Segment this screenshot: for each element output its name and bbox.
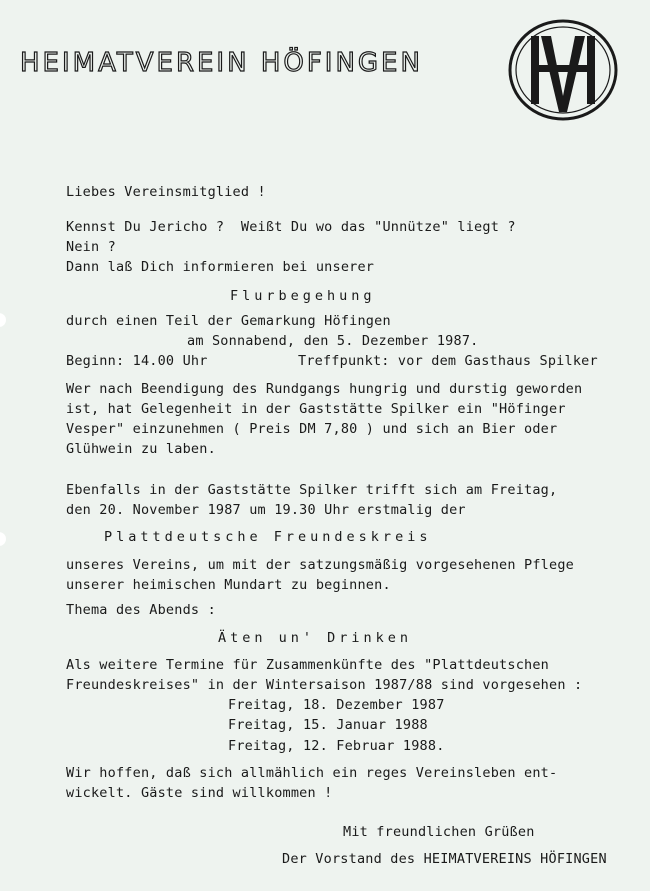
meeting-date: Freitag, 15. Januar 1988 <box>228 717 428 733</box>
intro-line-2: Nein ? <box>66 239 116 255</box>
club-logo-icon <box>507 18 619 122</box>
greeting: Liebes Vereinsmitglied ! <box>66 184 266 200</box>
punch-hole <box>0 313 6 327</box>
intro-line-3: Dann laß Dich informieren bei unserer <box>66 259 375 275</box>
theme-label: Thema des Abends : <box>66 602 216 618</box>
paragraph-vesper-line-2: ist, hat Gelegenheit in der Gaststätte Spilker ein "Höfinger <box>66 401 566 417</box>
dates-intro-line-1: Als weitere Termine für Zusammenkünfte des "Plattdeutschen <box>66 657 550 673</box>
paragraph-meeting-line-2: den 20. November 1987 um 19.30 Uhr erstmalig der <box>66 502 466 518</box>
event-title-plattdeutsch: Plattdeutsche Freundeskreis <box>104 529 432 545</box>
punch-hole <box>0 532 6 546</box>
closing-paragraph-line-1: Wir hoffen, daß sich allmählich ein reges Vereinsleben ent- <box>66 765 558 781</box>
closing-greeting: Mit freundlichen Grüßen <box>343 824 535 840</box>
event-description-line-1: durch einen Teil der Gemarkung Höfingen <box>66 313 391 329</box>
signature: Der Vorstand des HEIMATVEREINS HÖFINGEN <box>282 851 607 867</box>
paragraph-meeting-line-1: Ebenfalls in der Gaststätte Spilker trifft sich am Freitag, <box>66 482 558 498</box>
closing-paragraph-line-2: wickelt. Gäste sind willkommen ! <box>66 785 333 801</box>
meeting-date: Freitag, 12. Februar 1988. <box>228 738 445 754</box>
event-date: am Sonnabend, den 5. Dezember 1987. <box>187 333 479 349</box>
intro-line-1: Kennst Du Jericho ? Weißt Du wo das "Unnütze" liegt ? <box>66 219 516 235</box>
paragraph-vesper-line-1: Wer nach Beendigung des Rundgangs hungrig und durstig geworden <box>66 381 583 397</box>
paragraph-vesper-line-3: Vesper" einzunehmen ( Preis DM 7,80 ) und sich an Bier oder <box>66 421 558 437</box>
letterhead-title: HEIMATVEREIN HÖFINGEN <box>20 48 423 78</box>
paragraph-vesper-line-4: Glühwein zu laben. <box>66 441 216 457</box>
paragraph-club-line-2: unserer heimischen Mundart zu beginnen. <box>66 577 391 593</box>
paragraph-club-line-1: unseres Vereins, um mit der satzungsmäßig vorgesehenen Pflege <box>66 557 574 573</box>
meeting-date: Freitag, 18. Dezember 1987 <box>228 697 445 713</box>
event-begin-time: Beginn: 14.00 Uhr <box>66 353 208 369</box>
dates-intro-line-2: Freundeskreises" in der Wintersaison 1987/88 sind vorgesehen : <box>66 677 583 693</box>
event-title-flurbegehung: Flurbegehung <box>230 288 376 304</box>
event-meeting-point: Treffpunkt: vor dem Gasthaus Spilker <box>298 353 598 369</box>
theme-title: Äten un' Drinken <box>218 630 413 646</box>
